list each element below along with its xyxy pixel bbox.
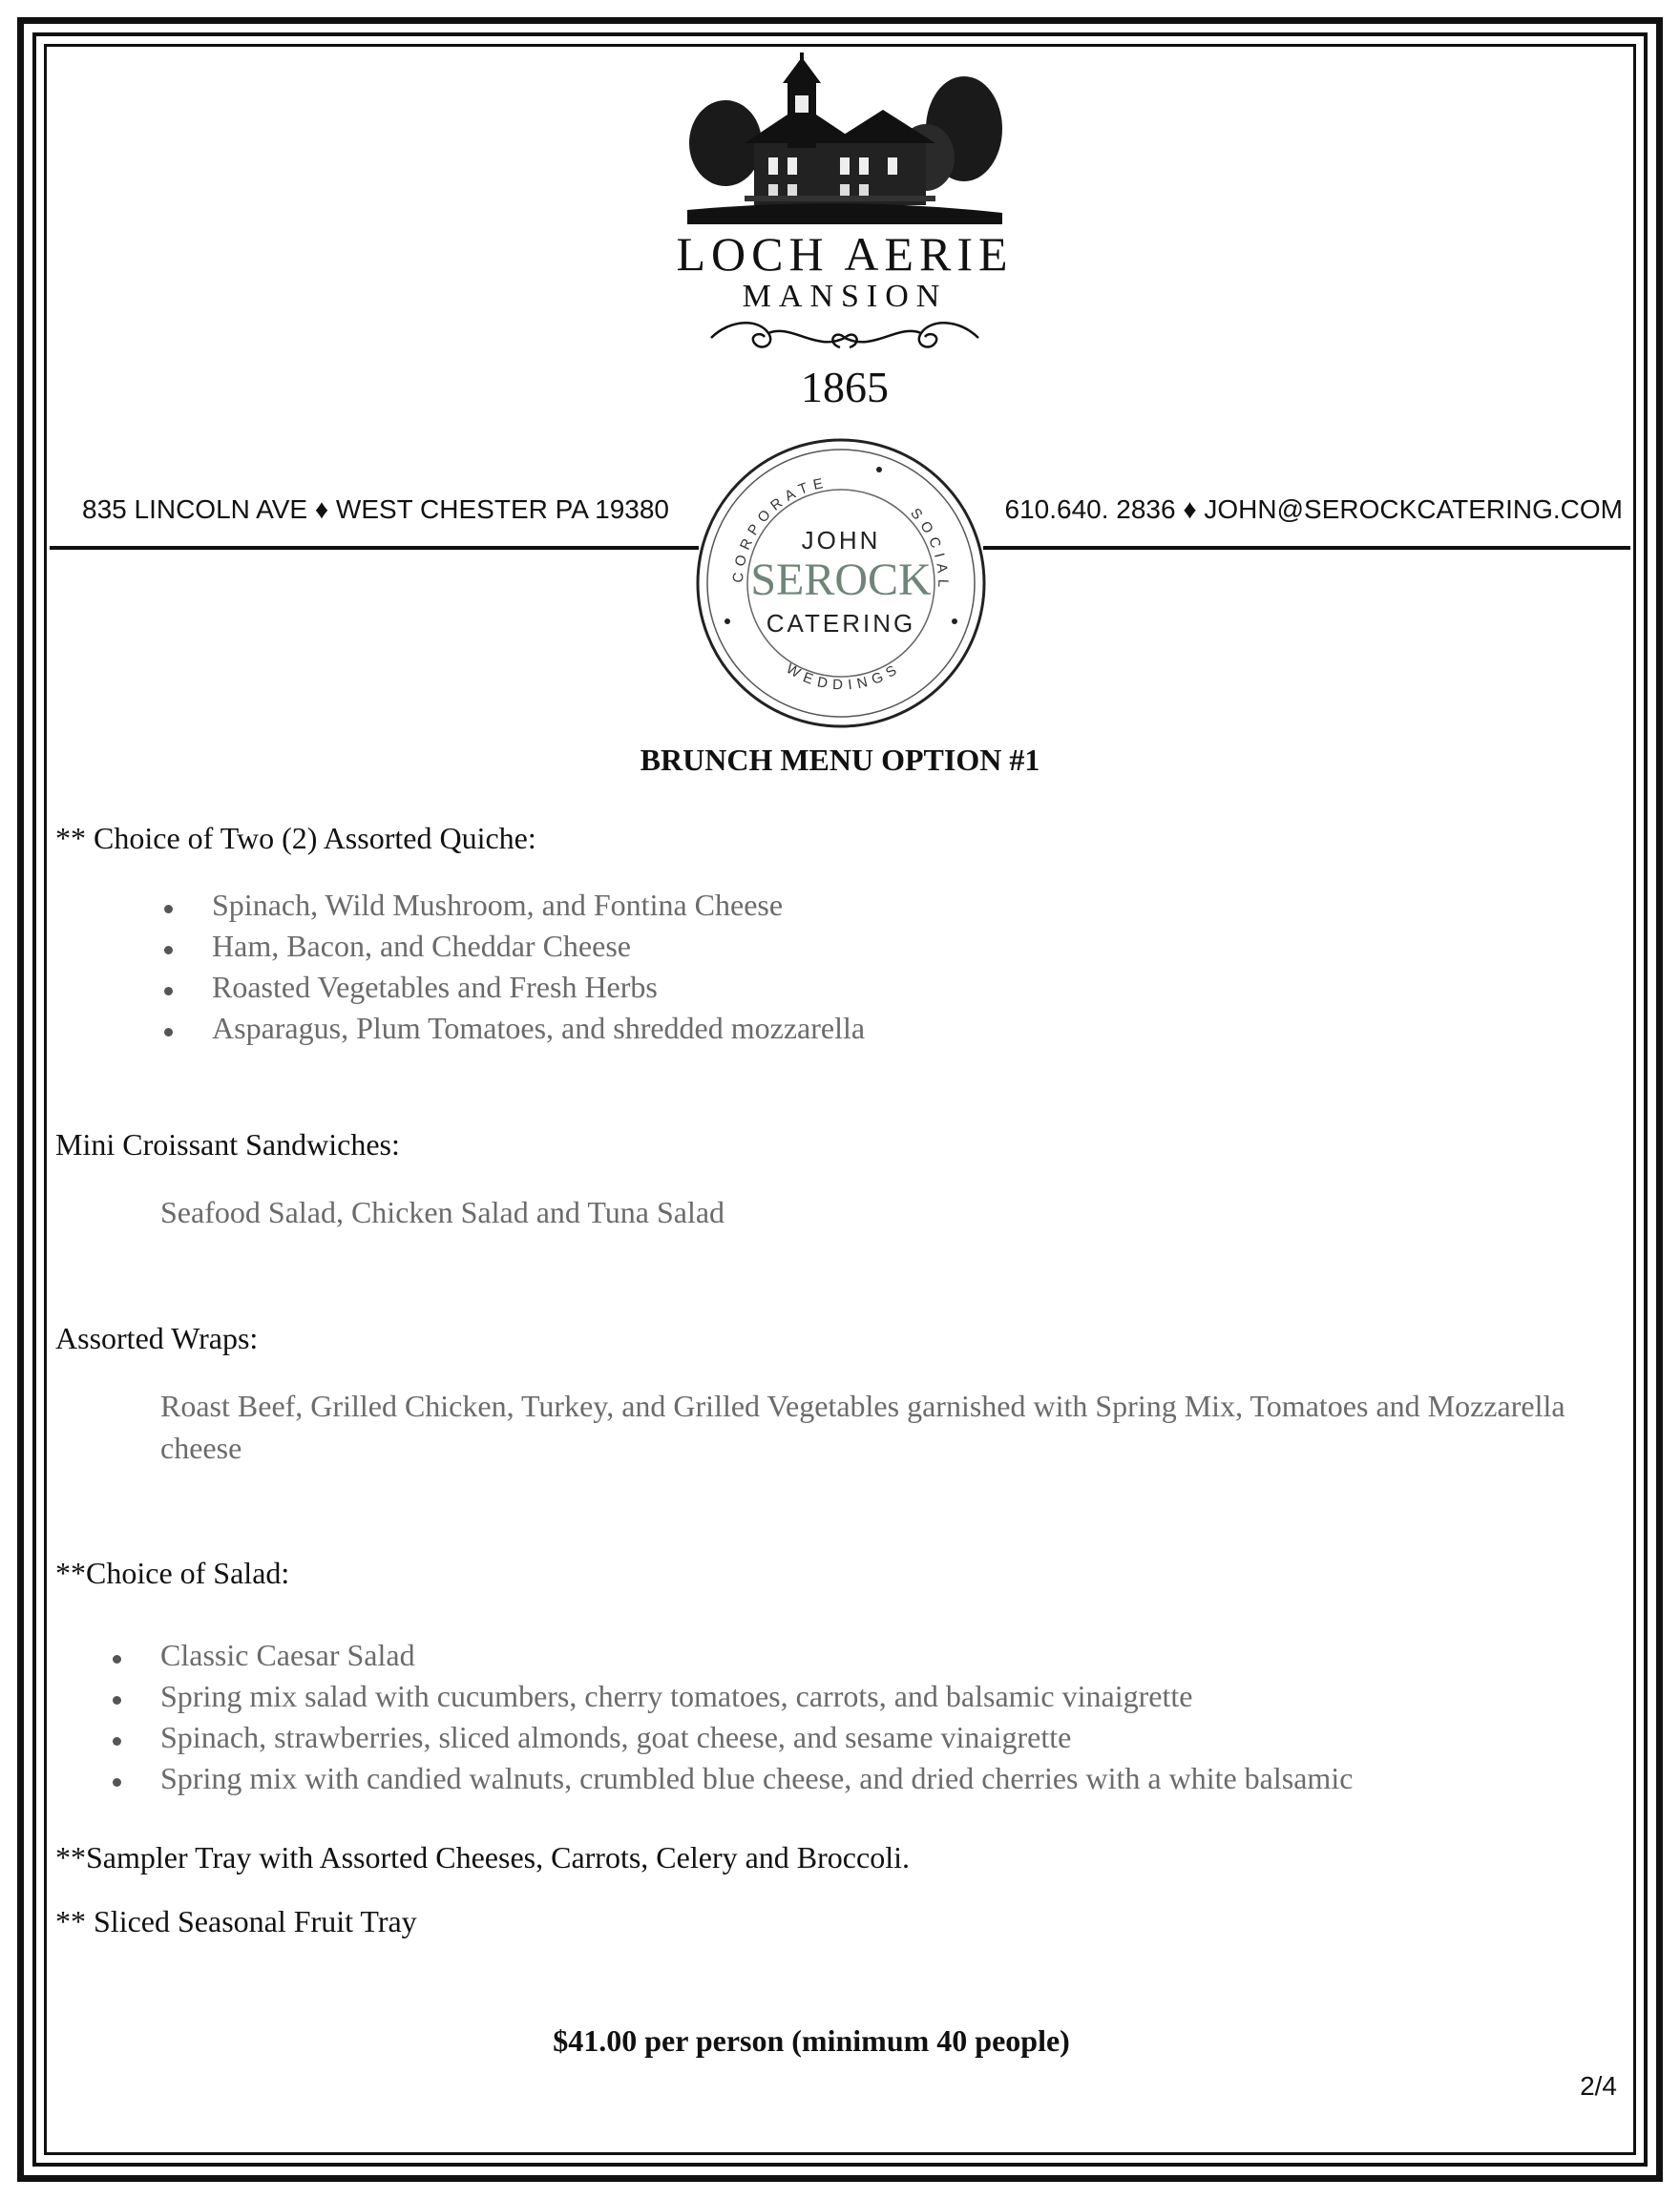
bullet-icon bbox=[113, 1696, 121, 1705]
loch-aerie-logo bbox=[668, 52, 1021, 420]
bullet-icon bbox=[113, 1655, 121, 1664]
list-item: Spinach, strawberries, sliced almonds, goat cheese, and sesame vinaigrette bbox=[160, 1720, 1071, 1755]
bullet-icon bbox=[164, 1028, 173, 1037]
seal-line1: JOHN bbox=[801, 526, 881, 555]
list-item: Roasted Vegetables and Fresh Herbs bbox=[212, 970, 658, 1005]
logo-title: LOCH AERIE bbox=[676, 227, 1014, 281]
fruit-tray: ** Sliced Seasonal Fruit Tray bbox=[55, 1904, 417, 1938]
seal-line2: SEROCK bbox=[750, 555, 932, 605]
seal-right-arc: SOCIAL bbox=[907, 505, 952, 594]
seal-line3: CATERING bbox=[766, 609, 916, 638]
logo-year: 1865 bbox=[801, 363, 889, 411]
wraps-heading: Assorted Wraps: bbox=[55, 1321, 259, 1355]
seal-bottom-arc: WEDDINGS bbox=[783, 659, 905, 694]
list-item: Asparagus, Plum Tomatoes, and shredded mozzarella bbox=[212, 1011, 865, 1046]
bullet-icon bbox=[164, 946, 173, 954]
croissant-heading: Mini Croissant Sandwiches: bbox=[55, 1127, 400, 1162]
seal-top-arc: CORPORATE bbox=[729, 474, 830, 584]
list-item: Classic Caesar Salad bbox=[160, 1638, 415, 1673]
list-item: Ham, Bacon, and Cheddar Cheese bbox=[212, 929, 631, 964]
price: $41.00 per person (minimum 40 people) bbox=[553, 2023, 1070, 2058]
mansion-illustration-icon bbox=[687, 52, 1002, 224]
header-rule-left bbox=[50, 546, 699, 550]
serock-catering-seal bbox=[695, 437, 987, 729]
page-number: 2/4 bbox=[1580, 2071, 1617, 2101]
address: 835 LINCOLN AVE ♦ WEST CHESTER PA 19380 bbox=[82, 494, 669, 524]
logo-subtitle: MANSION bbox=[742, 279, 948, 314]
menu-title: BRUNCH MENU OPTION #1 bbox=[640, 743, 1040, 777]
wraps-text: Roast Beef, Grilled Chicken, Turkey, and Grilled Vegetables garnished with Spring Mix, Tomatoes and Mozzarella cheese bbox=[160, 1389, 1565, 1465]
bullet-icon bbox=[164, 905, 173, 913]
list-item: Spring mix salad with cucumbers, cherry tomatoes, carrots, and balsamic vinaigrette bbox=[160, 1679, 1192, 1714]
bullet-icon bbox=[113, 1778, 121, 1787]
flourish-icon bbox=[702, 314, 988, 362]
salad-heading: **Choice of Salad: bbox=[55, 1556, 290, 1590]
quiche-heading: ** Choice of Two (2) Assorted Quiche: bbox=[55, 821, 536, 855]
bullet-icon bbox=[164, 987, 173, 995]
bullet-icon bbox=[113, 1737, 121, 1746]
header-rule-right bbox=[983, 546, 1630, 550]
sampler-tray: **Sampler Tray with Assorted Cheeses, Carrots, Celery and Broccoli. bbox=[55, 1840, 910, 1874]
list-item: Spinach, Wild Mushroom, and Fontina Cheese bbox=[212, 888, 783, 923]
croissant-text: Seafood Salad, Chicken Salad and Tuna Salad bbox=[160, 1195, 725, 1229]
phone-email: 610.640. 2836 ♦ JOHN@SEROCKCATERING.COM bbox=[1004, 494, 1623, 524]
list-item: Spring mix with candied walnuts, crumbled blue cheese, and dried cherries with a white balsamic bbox=[160, 1761, 1353, 1796]
